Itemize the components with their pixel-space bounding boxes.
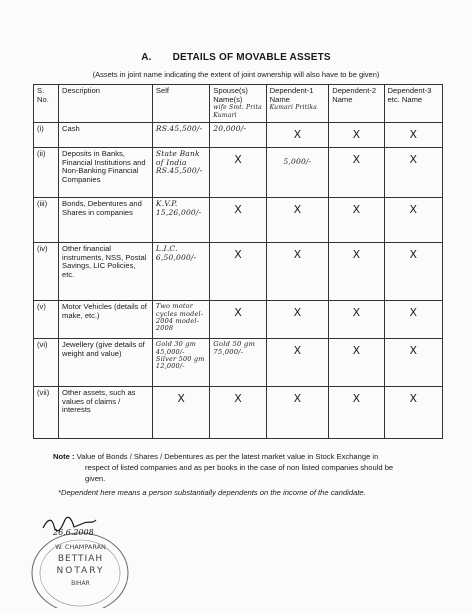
note-line-3: given. [85, 474, 106, 483]
cross-mark: X [234, 203, 242, 217]
cross-mark: X [409, 248, 418, 262]
stamp-state: BIHAR [71, 580, 90, 587]
header-dep1 [266, 85, 329, 123]
cross-mark: X [409, 306, 418, 320]
row-dep3 [384, 198, 442, 243]
header-description: Description [59, 85, 153, 123]
cross-mark: X [234, 306, 242, 320]
cross-mark: X [293, 128, 302, 142]
table-header-row [34, 85, 443, 123]
row-sno: (vii) [34, 387, 59, 439]
cross-mark: X [352, 153, 361, 167]
row-description: Other financial instruments, NSS, Postal Savings, LIC Policies, etc. [59, 243, 153, 301]
section-number: A. [141, 52, 152, 63]
row-dep2 [329, 301, 384, 339]
table-row [34, 198, 443, 243]
note-label: Note : [53, 452, 75, 461]
valuation-note [53, 451, 448, 484]
row-sno: (iii) [34, 198, 59, 243]
cross-mark: X [234, 392, 242, 406]
row-spouse: Gold 50 gm 75,000/- [210, 339, 266, 387]
row-self: RS.45,500/- [152, 123, 209, 148]
table-row [34, 387, 443, 439]
row-spouse [210, 301, 266, 339]
cross-mark: X [293, 248, 302, 262]
table-row [34, 301, 443, 339]
row-sno: (iv) [34, 243, 59, 301]
signature-date: 26.6.2008 [53, 528, 94, 537]
cross-mark: X [409, 153, 418, 167]
cross-mark: X [234, 248, 242, 262]
row-sno: (vi) [34, 339, 59, 387]
row-dep3 [384, 148, 442, 198]
row-dep1 [266, 387, 329, 439]
note-line-2: respect of listed companies and as per books in the case of non listed companies should be [85, 463, 394, 472]
cross-mark: X [234, 153, 242, 167]
row-self: L.I.C. 6,50,000/- [152, 243, 209, 301]
row-description: Deposits in Banks, Financial Institutions and Non-Banking Financial Companies [59, 148, 153, 198]
cross-mark: X [409, 203, 418, 217]
table-row [34, 123, 443, 148]
cross-mark: X [352, 248, 361, 262]
row-description: Bonds, Debentures and Shares in companies [59, 198, 153, 243]
row-dep1 [266, 243, 329, 301]
row-dep2 [329, 243, 384, 301]
row-dep1 [266, 301, 329, 339]
header-spouse [210, 85, 266, 123]
header-self: Self [152, 85, 209, 123]
cross-mark: X [293, 392, 302, 406]
cross-mark: X [409, 128, 418, 142]
row-description: Motor Vehicles (details of make, etc.) [59, 301, 153, 339]
row-self: Gold 30 gm 45,000/- Silver 500 gm 12,000/- [152, 339, 209, 387]
row-spouse: 20,000/- [210, 123, 266, 148]
row-dep2 [329, 123, 384, 148]
header-spouse-label: Spouse(s) Name(s) [213, 86, 248, 104]
section-subtitle: (Assets in joint name indicating the extent of joint ownership will also have to be given) [92, 70, 380, 79]
section-heading: DETAILS OF MOVABLE ASSETS [172, 52, 331, 63]
row-self: State Bank of India RS.45,500/- [152, 148, 209, 198]
cross-mark: X [352, 203, 361, 217]
row-sno: (i) [34, 123, 59, 148]
row-dep1 [266, 339, 329, 387]
row-dep2 [329, 148, 384, 198]
stamp-title: NOTARY [56, 566, 105, 576]
row-description: Jewellery (give details of weight and value) [59, 339, 153, 387]
stamp-district: W. CHAMPARAN [55, 543, 106, 551]
row-self: Two motor cycles model-2004 model-2008 [152, 301, 209, 339]
cross-mark: X [409, 344, 418, 358]
row-sno: (v) [34, 301, 59, 339]
stamp-office: BETTIAH [57, 554, 104, 564]
row-dep3 [384, 387, 442, 439]
header-dep3: Dependent-3 etc. Name [384, 85, 442, 123]
notary-stamp [28, 528, 133, 608]
row-dep2 [329, 387, 384, 439]
row-dep2 [329, 198, 384, 243]
row-spouse [210, 198, 266, 243]
cross-mark: X [352, 128, 361, 142]
row-dep1 [266, 198, 329, 243]
dep1-name-handwritten: Kumari Pritika [269, 104, 317, 112]
header-dep2: Dependent-2 Name [329, 85, 384, 123]
row-dep3 [384, 243, 442, 301]
row-spouse [210, 243, 266, 301]
table-row [34, 339, 443, 387]
cross-mark: X [352, 306, 361, 320]
section-title [0, 52, 472, 63]
row-self: K.V.P. 15,26,000/- [152, 198, 209, 243]
spouse-name-handwritten: wife Smt. Prita Kumari [213, 104, 262, 120]
table-row [34, 148, 443, 198]
row-dep2 [329, 339, 384, 387]
cross-mark: X [293, 306, 302, 320]
row-dep3 [384, 301, 442, 339]
note-line-1: Value of Bonds / Shares / Debentures as per the latest market value in Stock Exchange in [76, 452, 379, 461]
movable-assets-table [33, 84, 443, 439]
cross-mark: X [293, 344, 302, 358]
header-sno: S. No. [34, 85, 59, 123]
row-dep3 [384, 123, 442, 148]
header-dep1-label: Dependent-1 Name [269, 86, 314, 104]
cross-mark: X [352, 344, 361, 358]
row-dep3 [384, 339, 442, 387]
cross-mark: X [409, 392, 418, 406]
row-sno: (ii) [34, 148, 59, 198]
dependent-footnote: *Dependent here means a person substantially dependents on the income of the candidate. [58, 488, 366, 497]
row-description: Other assets, such as values of claims / interests [59, 387, 153, 439]
row-self [152, 387, 209, 439]
cross-mark: X [293, 203, 302, 217]
row-spouse [210, 148, 266, 198]
row-spouse [210, 387, 266, 439]
row-dep1 [266, 123, 329, 148]
cross-mark: X [177, 392, 185, 406]
cross-mark: X [352, 392, 361, 406]
table-row [34, 243, 443, 301]
row-description: Cash [59, 123, 153, 148]
row-dep1: 5,000/- [266, 148, 329, 198]
